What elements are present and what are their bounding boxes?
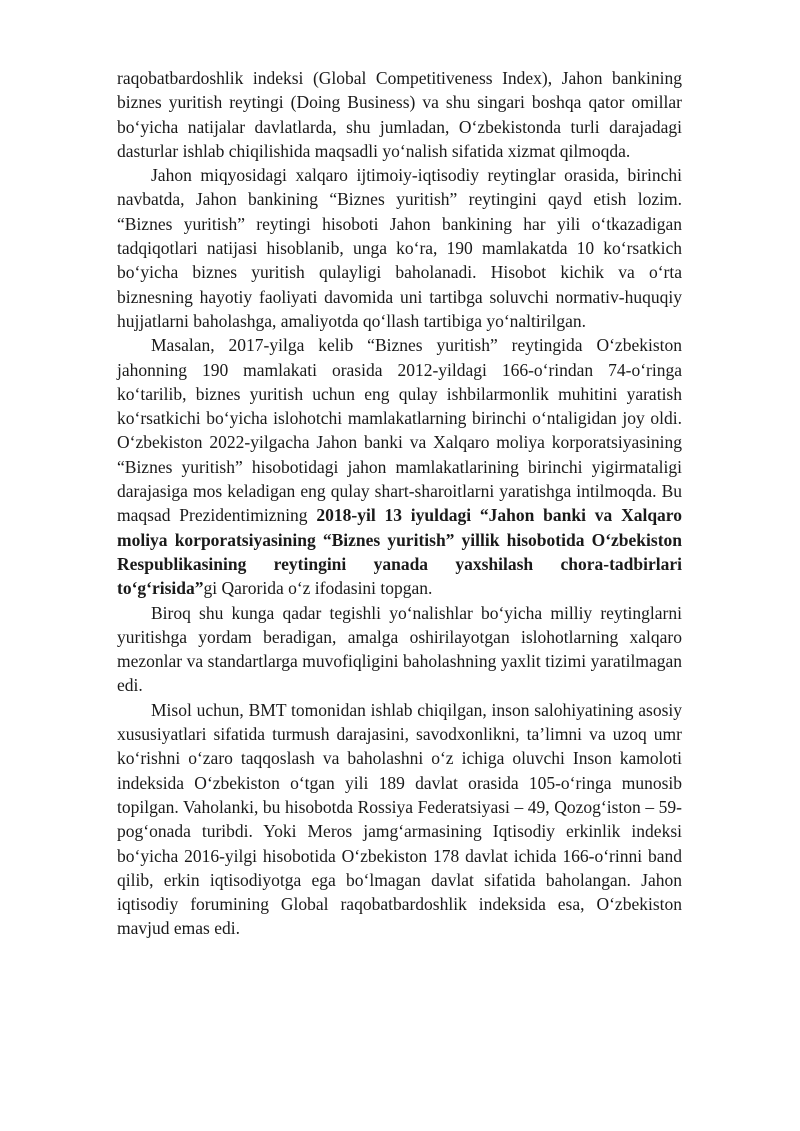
resolution-title-bold: 2018-yil 13 iyuldagi “Jahon banki va Xalqaro moliya korporatsiyasining “Biznes yuritish” yillik hisobotida O‘zbekiston Respublikasining reytingini yanada yaxshilash chora-tadbirlari to‘g‘risida” [117, 505, 683, 599]
paragraph-3-text-before: Masalan, 2017-yilga kelib “Biznes yuritish” reytingida O‘zbekiston jahonning 190 mamlakati orasida 2012-yildagi 166-o‘rindan 74-o‘ringa ko‘tarilib, biznes yuritish uchun eng qulay ishbilarmonlik muhitini yaratish ko‘rsatkichi bo‘yicha islohotchi mamlakatlarning birinchi o‘ntaligidan joy oldi. O‘zbekiston 2022-yilgacha Jahon banki va Xalqaro moliya korporatsiyasining “Biznes yuritish” hisobotidagi jahon mamlakatlarining birinchi yigirmataligi darajasiga mos keladigan eng qulay shart-sharoitlarni yaratishga intilmoqda. Bu maqsad Prezidentimizning [117, 335, 682, 526]
paragraph-4: Biroq shu kunga qadar tegishli yo‘nalishlar bo‘yicha milliy reytinglarni yuritishga yordam beradigan, amalga oshirilayotgan islohotlarning xalqaro mezonlar va standartlarga muvofiqligini baholashning yaxlit tizimi yaratilmagan edi. [117, 602, 682, 696]
paragraph-5: Misol uchun, BMT tomonidan ishlab chiqilgan, inson salohiyatining asosiy xususiyatlari sifatida turmush darajasini, savodxonlikni, ta’limni va uzoq umr ko‘rishni o‘zaro taqqoslash va baholashni o‘z ichiga oluvchi Inson kamoloti indeksida O‘zbekiston o‘tgan yili 189 davlat orasida 105-o‘ringa munosib topilgan. Vaholanki, bu hisobotda Rossiya Federatsiyasi – 49, Qozog‘iston – 59-pog‘onada turibdi. Yoki Meros jamg‘armasining Iqtisodiy erkinlik indeksi bo‘yicha 2016-yilgi hisobotida O‘zbekiston 178 davlat ichida 166-o‘rinni band qilib, erkin iqtisodiyotga ega bo‘lmagan davlat sifatida baholangan. Jahon iqtisodiy forumining Global raqobatbardoshlik indeksida esa, O‘zbekiston mavjud emas edi. [117, 699, 682, 939]
body-text [117, 66, 682, 941]
paragraph-1-continuation: raqobatbardoshlik indeksi (Global Competitiveness Index), Jahon bankining biznes yuritish reytingi (Doing Business) va shu singari boshqa qator omillar bo‘yicha natijalar davlatlarda, shu jumladan, O‘zbekistonda turli darajadagi dasturlar ishlab chiqilishida maqsadli yo‘nalish sifatida xizmat qilmoqda. [117, 68, 682, 161]
paragraph-2: Jahon miqyosidagi xalqaro ijtimoiy-iqtisodiy reytinglar orasida, birinchi navbatda, Jahon bankining “Biznes yuritish” reytingini qayd etish lozim. “Biznes yuritish” reytingi hisoboti Jahon bankining har yili o‘tkazadigan tadqiqotlari natijasi hisoblanib, unga ko‘ra, 190 mamlakatda 10 ko‘rsatkich bo‘yicha biznes yuritish qulayligi baholanadi. Hisobot kichik va o‘rta biznesning hayotiy faoliyati davomida uni tartibga soluvchi normativ-huquqiy hujjatlarni baholashga, amaliyotda qo‘llash tartibiga yo‘naltirilgan. [117, 165, 682, 331]
paragraph-3 [117, 333, 682, 600]
paragraph-3-text-after: gi Qarorida o‘z ifodasini topgan. [203, 578, 433, 599]
